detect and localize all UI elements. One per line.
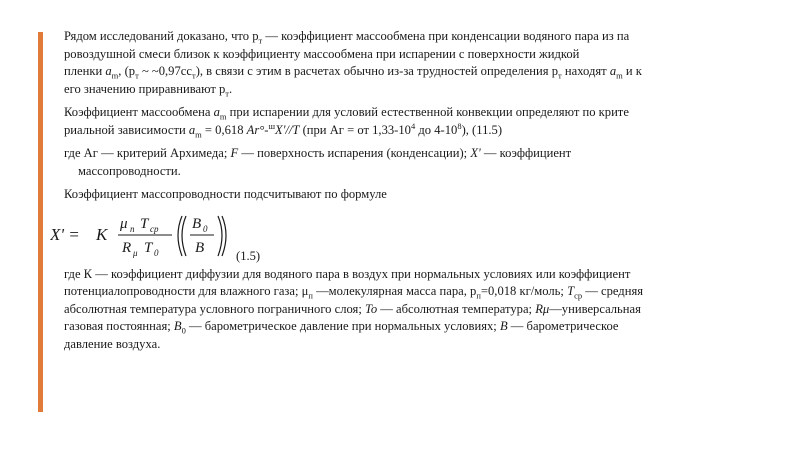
superscript: 8 [457, 120, 462, 131]
text: ), (11.5) [461, 122, 503, 137]
subscript: т [258, 35, 263, 46]
superscript: 4 [410, 120, 416, 131]
paragraph-4: Коэффициент массопроводности подсчитывают по формуле [64, 187, 387, 201]
text: где Аг — критерий Архимеда; [64, 146, 231, 160]
text: давление воздуха. [64, 336, 161, 351]
text: — абсолютная температура; [377, 301, 536, 316]
paragraph-1 [50, 28, 750, 98]
subscript: т [191, 70, 196, 81]
formula-r: R [122, 239, 132, 256]
paragraph-3 [50, 145, 750, 180]
symbol: Rμ [535, 301, 550, 316]
text: при испарении для условий естественной конвекции определяют по крите [226, 105, 629, 119]
text: —универсальная [549, 301, 641, 316]
symbol: Ar°- [246, 122, 269, 137]
text: ~ ~0,97сс [138, 64, 192, 78]
text: — барометрическое [507, 319, 619, 333]
symbol: a [213, 105, 220, 119]
right-bracket [218, 216, 222, 256]
symbol: F [230, 146, 239, 160]
text: . [229, 81, 233, 96]
text: до 4-10 [415, 122, 458, 137]
text: риальной зависимости [64, 122, 189, 137]
symbol: B [499, 319, 508, 333]
accent-bar [38, 32, 43, 412]
text: ), в связи с этим в расчетах обычно из-за трудностей определения р [195, 64, 559, 78]
equation-number: (1.5) [236, 248, 261, 263]
symbol: a [105, 64, 112, 78]
symbol: To [365, 301, 378, 316]
symbol: T [567, 284, 575, 298]
text: массопроводности. [78, 163, 181, 178]
formula-b: B [195, 239, 205, 256]
text: находят [561, 64, 610, 78]
subscript: m [616, 70, 623, 81]
formula-b0: B [192, 215, 202, 232]
formula-svg [50, 210, 310, 264]
text: — средняя [582, 284, 644, 298]
formula-r-sub: μ [133, 247, 138, 258]
text: его значению приравнивают р [64, 81, 226, 96]
symbol: a [609, 64, 617, 78]
formula-mu-sub: п [130, 223, 135, 234]
symbol: a [188, 122, 196, 137]
text: = 0,618 [201, 122, 247, 137]
subscript: 0 [181, 325, 186, 336]
subscript: т [225, 88, 230, 99]
text: — поверхность испарения (конденсации); [238, 146, 471, 160]
subscript: ср [574, 290, 583, 301]
subscript: т [135, 70, 139, 81]
text: абсолютная температура условного пограничного слоя; [64, 301, 365, 316]
formula [50, 210, 750, 264]
formula-t0-sub: 0 [154, 247, 159, 258]
subscript: m [111, 70, 119, 81]
text: газовая постоянная; [64, 319, 174, 333]
text: (при Аг = от 1,33-10 [299, 122, 411, 137]
formula-lhs: X' = [50, 224, 80, 244]
symbol: B [173, 319, 182, 333]
subscript: п [308, 290, 313, 301]
subscript: m [219, 111, 227, 122]
text: Рядом исследований доказано, что р [64, 29, 259, 43]
symbol: X' [470, 146, 481, 160]
text: — коэффициент [480, 146, 572, 160]
subscript: т [558, 70, 562, 81]
formula-mu: μ [120, 215, 128, 232]
left-bracket-inner [182, 216, 186, 256]
text: потенциалопроводности для влажного газа; μ [64, 284, 309, 298]
right-bracket-inner [222, 216, 226, 256]
slide-content [50, 28, 750, 359]
left-bracket [178, 216, 182, 256]
formula-t: T [140, 215, 149, 232]
paragraph-2 [50, 104, 750, 139]
formula-t-sub: ср [150, 223, 159, 234]
text: где К — коэффициент диффузии для водяного пара в воздух при нормальных условиях или коэффициент [64, 266, 631, 281]
symbol: X'//T [275, 122, 300, 137]
text: — барометрическое давление при нормальных условиях; [185, 319, 500, 333]
text: и к [622, 64, 642, 78]
text: пленки [64, 64, 106, 78]
formula-b0-sub: 0 [203, 223, 208, 234]
text: —молекулярная масса пара, р [312, 284, 477, 298]
formula-t0: T [144, 239, 153, 256]
text: Коэффициент массообмена [64, 105, 214, 119]
text: ровоздушной смеси близок к коэффициенту массообмена при испарении с поверхности жидкой [64, 46, 580, 61]
text: — коэффициент массообмена при конденсации водяного пара из па [262, 29, 630, 43]
superscript: ш [268, 120, 276, 131]
paragraph-5 [50, 266, 750, 354]
formula-k: K [96, 224, 108, 244]
text: =0,018 кг/моль; [480, 284, 568, 298]
text: , (р [118, 64, 136, 78]
subscript: п [476, 290, 481, 301]
subscript: m [195, 129, 202, 140]
